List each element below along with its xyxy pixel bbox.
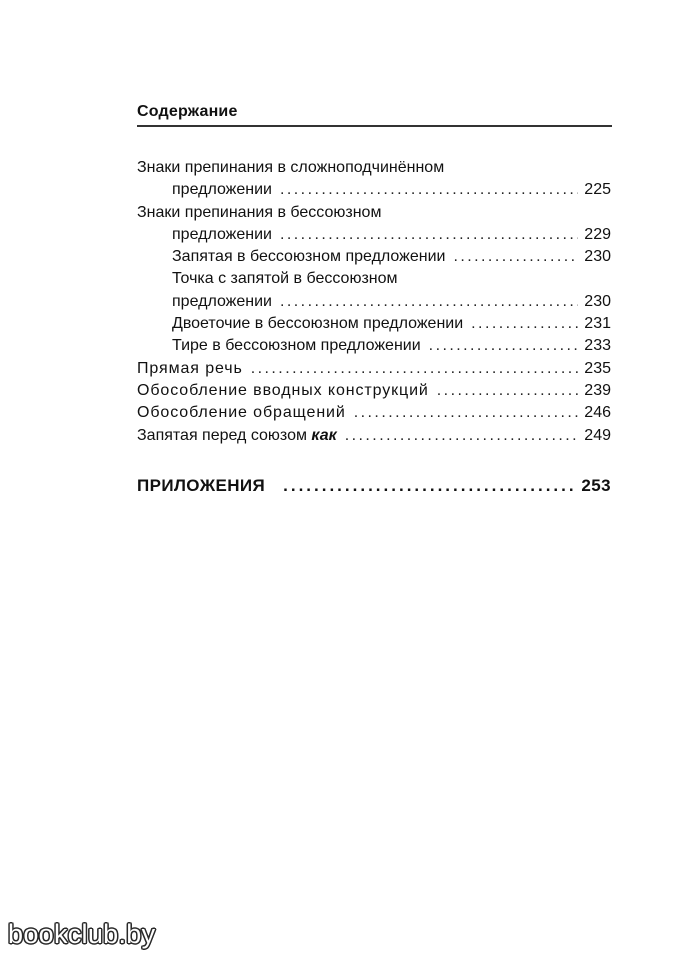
toc-page-number: 249: [584, 426, 611, 444]
toc-entry-text: Двоеточие в бессоюзном предложении: [172, 315, 464, 333]
toc-entry-continuation: [137, 268, 611, 290]
dot-leader: [471, 313, 578, 335]
toc-entry-text: Обособление вводных конструкций: [137, 381, 429, 399]
watermark-logo: bookclub.by: [8, 919, 156, 949]
toc-entry-text: Запятая в бессоюзном предложении: [172, 248, 446, 266]
toc-entry-text: предложении: [172, 292, 272, 310]
header-rule: [137, 125, 612, 127]
toc-entry: [137, 246, 611, 268]
dot-leader: [283, 476, 577, 496]
dot-leader: [453, 246, 578, 268]
toc-page-number: 239: [584, 381, 611, 399]
appendix-entry: [137, 476, 611, 496]
toc-page-number: 246: [584, 404, 611, 422]
dot-leader: [429, 335, 579, 357]
toc-entry: [137, 425, 611, 447]
toc-entry-continuation: [137, 202, 611, 224]
toc-entry-text: предложении: [172, 225, 272, 243]
dot-leader: [354, 402, 579, 424]
toc-entry-prefix: Запятая перед союзом: [137, 426, 312, 444]
dot-leader: [437, 380, 579, 402]
dot-leader: [280, 291, 578, 313]
contents-title: Содержание: [137, 103, 238, 120]
appendix-label: ПРИЛОЖЕНИЯ: [137, 476, 266, 495]
toc-entry: [137, 402, 611, 424]
toc-page-number: 229: [584, 225, 611, 243]
dot-leader: [345, 425, 579, 447]
toc-entry-text: предложении: [172, 181, 272, 199]
toc-entry: [137, 179, 611, 201]
dot-leader: [280, 224, 578, 246]
toc-page-number: 230: [584, 248, 611, 266]
toc-entry-emphasis: как: [311, 426, 337, 444]
toc-entry: [137, 224, 611, 246]
toc-entry-text: Тире в бессоюзном предложении: [172, 337, 421, 355]
toc-entry: [137, 380, 611, 402]
toc-page-number: 231: [584, 315, 611, 333]
toc-entry-text: Обособление обращений: [137, 404, 346, 422]
toc-entry-text: Знаки препинания в сложноподчинённом: [137, 159, 445, 176]
toc-entry: [137, 313, 611, 335]
table-of-contents: [137, 157, 611, 447]
toc-entry-text: Прямая речь: [137, 359, 243, 377]
toc-page-number: 233: [584, 337, 611, 355]
toc-entry-continuation: [137, 157, 611, 179]
appendix-page-number: 253: [581, 476, 611, 495]
toc-page-number: 225: [584, 181, 611, 199]
toc-entry-text: Точка с запятой в бессоюзном: [172, 270, 398, 288]
toc-page-number: 235: [584, 359, 611, 377]
toc-entry-text: Знаки препинания в бессоюзном: [137, 203, 382, 221]
contents-header: [137, 103, 612, 127]
toc-entry-text: [137, 425, 337, 447]
toc-entry: [137, 358, 611, 380]
dot-leader: [251, 358, 579, 380]
toc-entry: [137, 291, 611, 313]
toc-entry: [137, 335, 611, 357]
dot-leader: [280, 179, 578, 201]
toc-page-number: 230: [584, 292, 611, 310]
